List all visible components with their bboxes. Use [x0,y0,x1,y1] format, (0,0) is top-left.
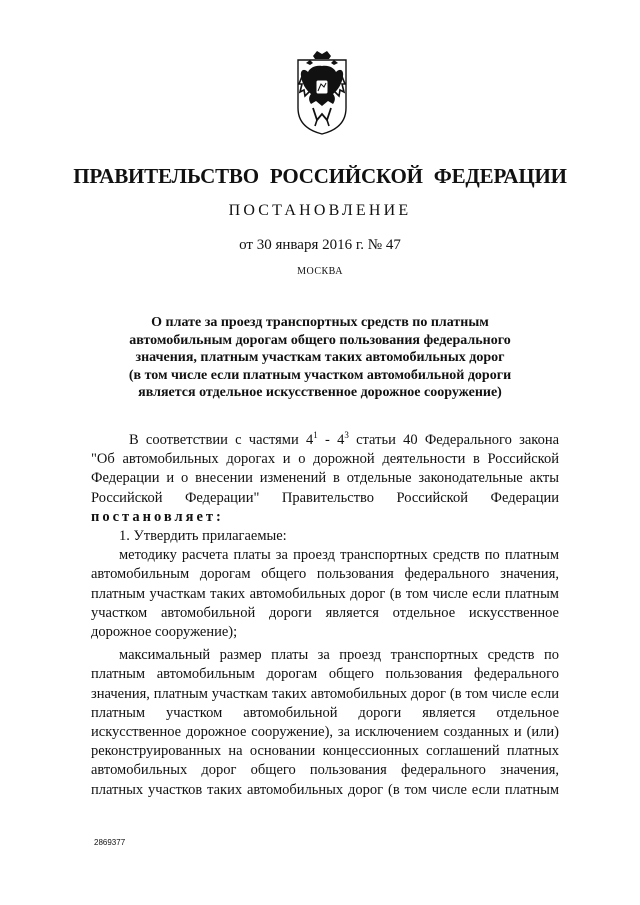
heading-line: значения, платным участкам таких автомобильных дорог [135,350,505,365]
preamble-line: Федерации и о внесении изменений в отдельные законодательные акты [91,470,559,487]
max-fee-line: реконструированных на основании концессионных соглашений платных [91,743,559,760]
heading-line: автомобильным дорогам общего пользования федерального [129,332,511,348]
methodology-line: дорожное сооружение); [91,624,238,641]
max-fee-line: платным автомобильным дорогам общего пользования федерального [91,666,559,683]
methodology-line: автомобильным дорогам общего пользования федерального значения, [91,566,559,583]
max-fee-line: искусственное дорожное сооружение), за исключением созданных и (или) [91,724,559,741]
methodology-line: платным участкам таких автомобильных дорог (в том числе если платным [91,585,559,602]
methodology-line: методику расчета платы за проезд транспортных средств по платным [119,547,559,564]
date-and-number: от 30 января 2016 г. № 47 [239,237,401,253]
heading-line: является отдельное искусственное дорожное сооружение) [138,385,502,400]
decree-body [91,431,559,800]
max-fee-line: платных участков таких автомобильных дорог (в том числе если платным [91,781,559,798]
max-fee-line: значения, платным участкам таких автомобильных дорог (в том числе если [91,685,559,702]
preamble-line: "Об автомобильных дорогах и о дорожной деятельности в Российской [91,451,559,468]
decree-heading [100,314,540,402]
methodology-line: участком автомобильной дороги является отдельное искусственное [91,604,559,621]
heading-line: О плате за проезд транспортных средств по платным [151,315,489,330]
max-fee-line: автомобильных дорог общего пользования федерального значения, [91,762,559,779]
resolves-word: постановляет: [91,508,224,525]
max-fee-line: платным участком автомобильной дороги является отдельное [91,704,559,721]
document-type: ПОСТАНОВЛЕНИЕ [228,202,412,219]
coat-of-arms-emblem [293,50,351,136]
city: МОСКВА [297,266,343,277]
government-title: ПРАВИТЕЛЬСТВО РОССИЙСКОЙ ФЕДЕРАЦИИ [73,164,567,188]
preamble-line: Российской Федерации" Правительство Российской Федерации [91,489,559,506]
preamble-line-1: В соответствии с частями $4^1 - 4^3$ статьи 40 Федерального закона [129,430,560,448]
max-fee-line: максимальный размер платы за проезд транспортных средств по [119,647,559,664]
document-code: 2869377 [94,838,126,847]
heading-line: (в том числе если платным участком автомобильной дороги [128,367,512,383]
item-1-title: 1. Утвердить прилагаемые: [119,528,287,545]
